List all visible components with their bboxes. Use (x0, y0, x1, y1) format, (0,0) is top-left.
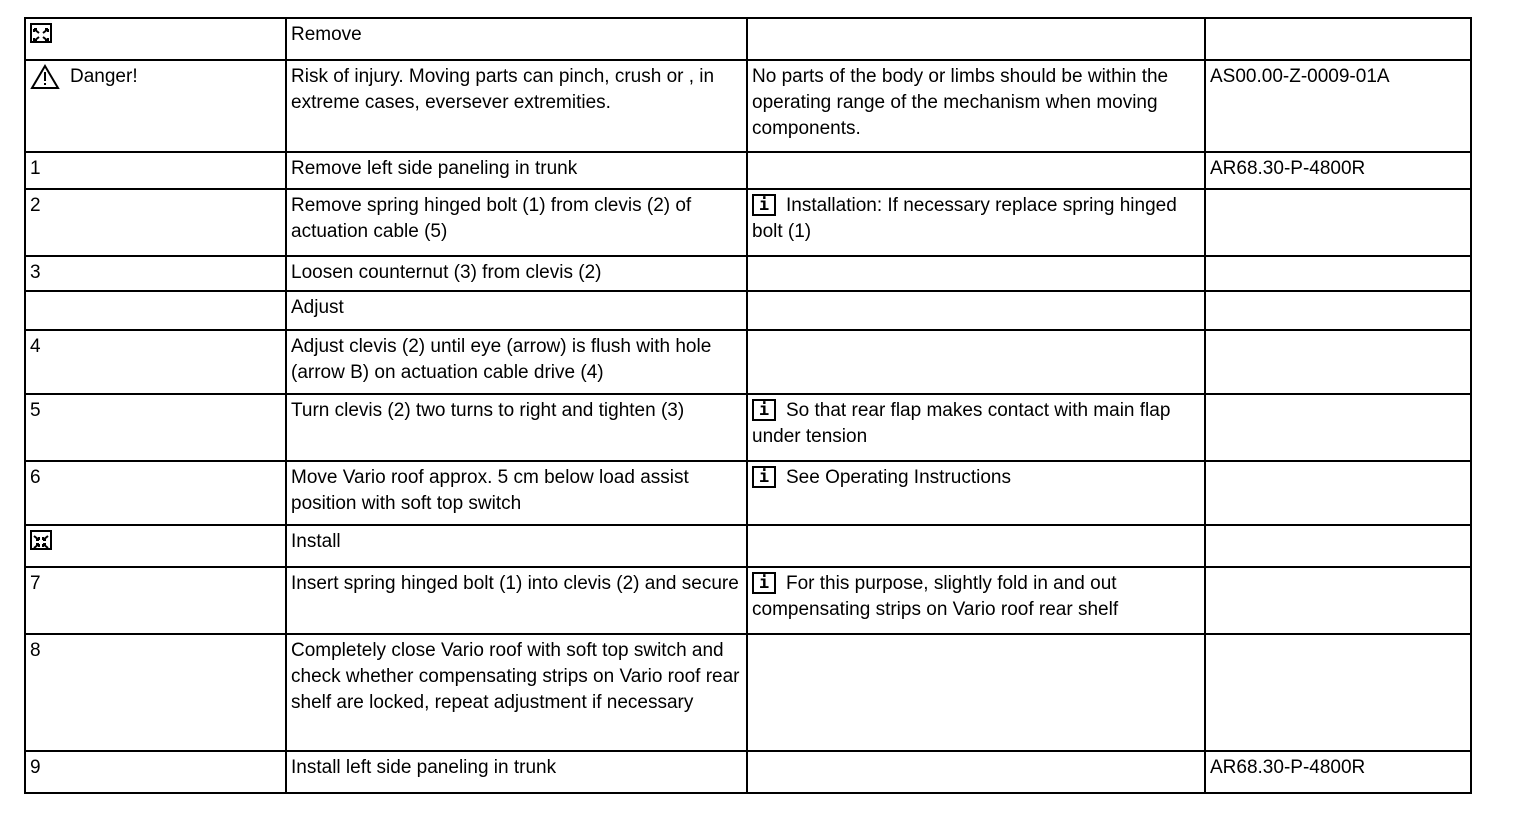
action-cell: Move Vario roof approx. 5 cm below load assist position with soft top switch (286, 461, 747, 525)
table-row (25, 634, 1471, 751)
procedure-table (24, 17, 1472, 794)
note-cell (747, 152, 1205, 189)
note-cell (747, 256, 1205, 291)
step-cell: 4 (25, 330, 286, 394)
action-cell: Adjust (286, 291, 747, 330)
info-icon: i (752, 572, 776, 594)
danger-label-text: Danger! (70, 66, 138, 87)
note-cell: No parts of the body or limbs should be within the operating range of the mechanism when moving components. (747, 60, 1205, 152)
note-cell (747, 634, 1205, 751)
note-cell (747, 567, 1205, 634)
reference-cell: AR68.30-P-4800R (1205, 751, 1471, 793)
reference-cell: AR68.30-P-4800R (1205, 152, 1471, 189)
reference-cell (1205, 567, 1471, 634)
table-row (25, 461, 1471, 525)
table-row (25, 60, 1471, 152)
table-row (25, 394, 1471, 461)
reference-cell (1205, 18, 1471, 60)
reference-cell (1205, 525, 1471, 567)
note-text: See Operating Instructions (786, 467, 1011, 488)
note-cell (747, 461, 1205, 525)
step-cell: 3 (25, 256, 286, 291)
action-cell: Insert spring hinged bolt (1) into clevis (2) and secure (286, 567, 747, 634)
note-text: So that rear flap makes contact with main flap under tension (752, 400, 1171, 447)
step-cell: 6 (25, 461, 286, 525)
table-row (25, 330, 1471, 394)
action-cell: Completely close Vario roof with soft top switch and check whether compensating strips on Vario roof rear shelf are locked, repeat adjustment if necessary (286, 634, 747, 751)
action-cell: Loosen counternut (3) from clevis (2) (286, 256, 747, 291)
table-row (25, 567, 1471, 634)
info-icon: i (752, 466, 776, 488)
reference-cell (1205, 394, 1471, 461)
warning-triangle-icon (30, 64, 60, 90)
step-cell: 1 (25, 152, 286, 189)
reference-cell (1205, 330, 1471, 394)
reference-cell: AS00.00-Z-0009-01A (1205, 60, 1471, 152)
step-cell: 7 (25, 567, 286, 634)
action-cell: Turn clevis (2) two turns to right and tighten (3) (286, 394, 747, 461)
info-icon: i (752, 194, 776, 216)
note-cell (747, 189, 1205, 256)
step-cell (25, 18, 286, 60)
table-row (25, 18, 1471, 60)
step-cell: 8 (25, 634, 286, 751)
action-cell: Remove (286, 18, 747, 60)
action-cell: Remove spring hinged bolt (1) from clevis (2) of actuation cable (5) (286, 189, 747, 256)
note-cell (747, 291, 1205, 330)
action-cell: Remove left side paneling in trunk (286, 152, 747, 189)
reference-cell (1205, 189, 1471, 256)
table-row (25, 152, 1471, 189)
table-row (25, 751, 1471, 793)
reference-cell (1205, 291, 1471, 330)
reference-cell (1205, 634, 1471, 751)
table-row (25, 189, 1471, 256)
action-cell: Install left side paneling in trunk (286, 751, 747, 793)
action-cell: Risk of injury. Moving parts can pinch, crush or , in extreme cases, eversever extremities. (286, 60, 747, 152)
note-cell (747, 394, 1205, 461)
note-cell (747, 330, 1205, 394)
install-icon (30, 530, 52, 550)
step-cell (25, 60, 286, 152)
step-cell: 9 (25, 751, 286, 793)
table-row (25, 525, 1471, 567)
note-cell (747, 18, 1205, 60)
step-cell (25, 291, 286, 330)
action-cell: Install (286, 525, 747, 567)
note-cell (747, 751, 1205, 793)
remove-icon (30, 23, 52, 43)
reference-cell (1205, 256, 1471, 291)
step-cell: 2 (25, 189, 286, 256)
reference-cell (1205, 461, 1471, 525)
table-row (25, 256, 1471, 291)
note-text: Installation: If necessary replace spring hinged bolt (1) (752, 195, 1177, 242)
note-cell (747, 525, 1205, 567)
step-cell (25, 525, 286, 567)
step-cell: 5 (25, 394, 286, 461)
action-cell: Adjust clevis (2) until eye (arrow) is flush with hole (arrow B) on actuation cable drive (4) (286, 330, 747, 394)
table-row (25, 291, 1471, 330)
note-text: For this purpose, slightly fold in and out compensating strips on Vario roof rear shelf (752, 573, 1119, 620)
info-icon: i (752, 399, 776, 421)
